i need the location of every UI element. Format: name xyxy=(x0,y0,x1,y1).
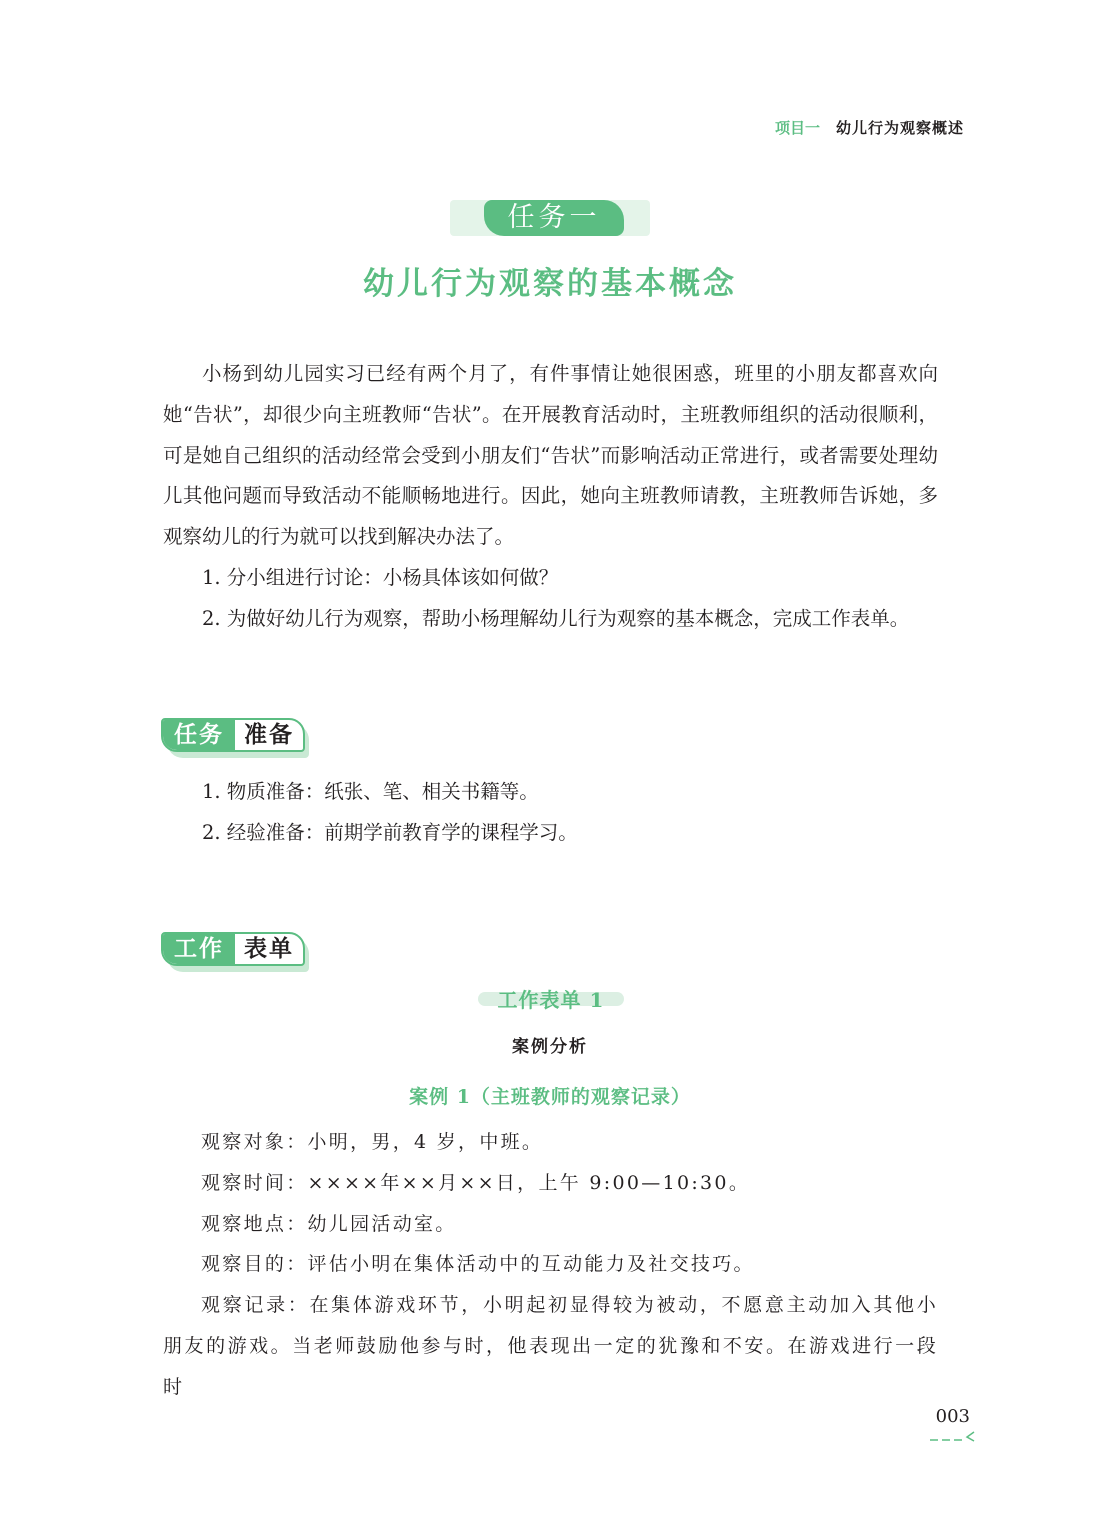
case-analysis-heading: 案例分析 xyxy=(512,1037,588,1057)
section-label-prep xyxy=(161,718,311,758)
intro-item-2: 2. 为做好幼儿行为观察，帮助小杨理解幼儿行为观察的基本概念，完成工作表单。 xyxy=(202,606,910,630)
intro-paragraph: 小杨到幼儿园实习已经有两个月了，有件事情让她很困惑，班里的小朋友都喜欢向她“告状”，却很少向主班教师“告状”。在开展教育活动时，主班教师组织的活动很顺利，可是她自己组织的活动经常会受到小朋友们“告状”而影响活动正常进行，或者需要处理幼儿其他问题而导致活动不能顺畅地进行。因此，她向主班教师请教，主班教师告诉她，多观察幼儿的行为就可以找到解决办法了。 xyxy=(163,362,938,549)
chapter-title: 幼儿行为观察概述 xyxy=(835,119,964,137)
case-line-purpose: 观察目的：评估小明在集体活动中的互动能力及社交技巧。 xyxy=(201,1253,755,1276)
prep-item-2: 2. 经验准备：前期学前教育学的课程学习。 xyxy=(202,820,578,844)
running-header xyxy=(775,117,964,138)
intro-item-1: 1. 分小组进行讨论：小杨具体该如何做？ xyxy=(202,565,559,589)
worksheet-title xyxy=(478,984,624,1010)
section-label-worksheet xyxy=(161,932,311,972)
worksheet-title-text: 工作表单 1 xyxy=(497,988,605,1012)
case-title: 案例 1（主班教师的观察记录） xyxy=(409,1086,691,1108)
task-badge: 任务一 xyxy=(507,202,601,233)
case-record xyxy=(163,1122,938,1408)
task-title: 幼儿行为观察的基本概念 xyxy=(363,266,737,302)
prep-section xyxy=(163,772,938,854)
section-label-left: 任务 xyxy=(163,720,235,750)
case-line-place: 观察地点：幼儿园活动室。 xyxy=(201,1212,457,1235)
section-label-right: 准备 xyxy=(244,721,294,748)
intro-section xyxy=(163,354,938,640)
case-line-time: 观察时间：××××年××月××日，上午 9:00—10:30。 xyxy=(201,1171,751,1194)
project-label-text: 项目一 xyxy=(774,119,820,137)
page-number-decoration-icon xyxy=(930,1430,980,1442)
section-label-box xyxy=(161,932,305,966)
section-label-right: 表单 xyxy=(244,935,294,962)
section-label-box xyxy=(161,718,305,752)
task-banner xyxy=(450,200,650,236)
case-line-record: 观察记录：在集体游戏环节，小明起初显得较为被动，不愿意主动加入其他小朋友的游戏。当老师鼓励他参与时，他表现出一定的犹豫和不安。在游戏进行一段时 xyxy=(163,1294,938,1398)
page-number: 003 xyxy=(935,1406,970,1427)
case-line-subject: 观察对象：小明，男，4 岁，中班。 xyxy=(201,1131,544,1153)
section-label-left: 工作 xyxy=(163,934,235,964)
prep-item-1: 1. 物质准备：纸张、笔、相关书籍等。 xyxy=(202,780,539,803)
project-label xyxy=(775,117,820,138)
